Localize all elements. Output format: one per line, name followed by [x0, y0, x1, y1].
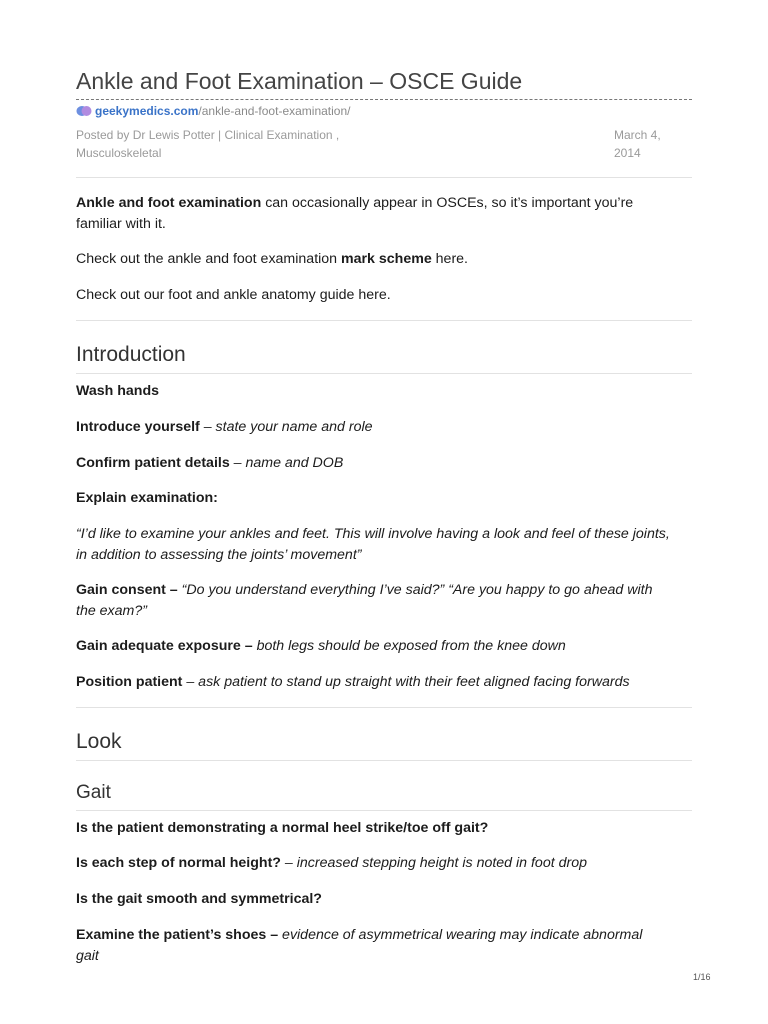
confirm-details [76, 453, 692, 474]
intro-paragraph [76, 193, 692, 235]
section-divider-2 [76, 707, 692, 708]
explanation-quote [76, 524, 692, 566]
anatomy-guide-link[interactable]: Check out our foot and ankle anatomy guide here [76, 287, 387, 303]
look-underline [76, 760, 692, 761]
gait-q4-detail: evidence of asymmetrical wearing may indicate abnormal [278, 927, 643, 943]
introduction-heading: Introduction [76, 343, 186, 366]
quote-line1: “I’d like to examine your ankles and feet. This will involve having a look and feel of these joints, [76, 526, 670, 542]
consent-detail: “Do you understand everything I’ve said?” “Are you happy to go ahead with [177, 582, 653, 598]
gait-q4-detail-cont: gait [76, 948, 99, 964]
gait-question-3 [76, 889, 692, 910]
consent-detail-cont: the exam?” [76, 603, 147, 619]
explain-examination [76, 488, 692, 509]
gait-q4-label: Examine the patient’s shoes – [76, 927, 279, 943]
section-divider [76, 320, 692, 321]
byline-line1: Posted by Dr Lewis Potter | Clinical Examination , [76, 128, 340, 142]
intro-text-cont: familiar with it. [76, 216, 166, 232]
wash-hands [76, 381, 692, 402]
gait-q1-text: Is the patient demonstrating a normal heel strike/toe off gait? [76, 820, 489, 836]
gait-q2-label: Is each step of normal height? [76, 855, 281, 871]
page-number: 1/16 [693, 972, 711, 982]
anatomy-period: . [386, 287, 391, 303]
introduce-yourself [76, 417, 692, 438]
source-path[interactable]: /ankle-and-foot-examination/ [198, 104, 351, 118]
gait-question-2 [76, 853, 692, 874]
intro-bold: Ankle and foot examination [76, 195, 262, 211]
gain-consent [76, 580, 692, 622]
confirm-label: Confirm patient details [76, 455, 230, 471]
brain-icon [76, 105, 92, 117]
intro-text: can occasionally appear in OSCEs, so it’s important you’re [261, 195, 634, 211]
meta-divider [76, 177, 692, 178]
introduce-label: Introduce yourself [76, 419, 200, 435]
title-divider [76, 99, 692, 100]
exposure-label: Gain adequate exposure – [76, 638, 253, 654]
gain-exposure [76, 636, 692, 657]
source-link[interactable] [76, 104, 350, 118]
gait-q2-detail: – increased stepping height is noted in foot drop [280, 855, 587, 871]
position-label: Position patient [76, 674, 183, 690]
date-line1: March 4, [614, 128, 661, 142]
byline-line2: Musculoskeletal [76, 146, 162, 160]
exposure-detail: both legs should be exposed from the knee down [252, 638, 566, 654]
gait-question-1 [76, 818, 692, 839]
mark-scheme-text: Check out the ankle and foot examination [76, 251, 342, 267]
consent-label: Gain consent – [76, 582, 178, 598]
mark-scheme-link[interactable]: mark scheme [341, 251, 432, 267]
mark-scheme-paragraph [76, 249, 692, 270]
position-detail: – ask patient to stand up straight with their feet aligned facing forwards [182, 674, 630, 690]
look-heading: Look [76, 730, 122, 753]
introduce-detail: – state your name and role [199, 419, 373, 435]
anatomy-paragraph [76, 285, 692, 306]
date-line2: 2014 [614, 146, 641, 160]
post-date [614, 126, 684, 162]
gait-heading: Gait [76, 782, 111, 803]
explain-label: Explain examination: [76, 490, 218, 506]
gait-q3-text: Is the gait smooth and symmetrical? [76, 891, 322, 907]
heading-underline [76, 373, 692, 374]
mark-scheme-here: here. [431, 251, 468, 267]
source-domain[interactable]: geekymedics.com [95, 104, 199, 118]
article-title: Ankle and Foot Examination – OSCE Guide [76, 68, 523, 94]
gait-question-4 [76, 925, 692, 967]
quote-line2: in addition to assessing the joints’ movement” [76, 547, 362, 563]
gait-underline [76, 810, 692, 811]
confirm-detail: – name and DOB [229, 455, 344, 471]
position-patient [76, 672, 692, 693]
byline [76, 126, 376, 162]
wash-hands-label: Wash hands [76, 383, 160, 399]
